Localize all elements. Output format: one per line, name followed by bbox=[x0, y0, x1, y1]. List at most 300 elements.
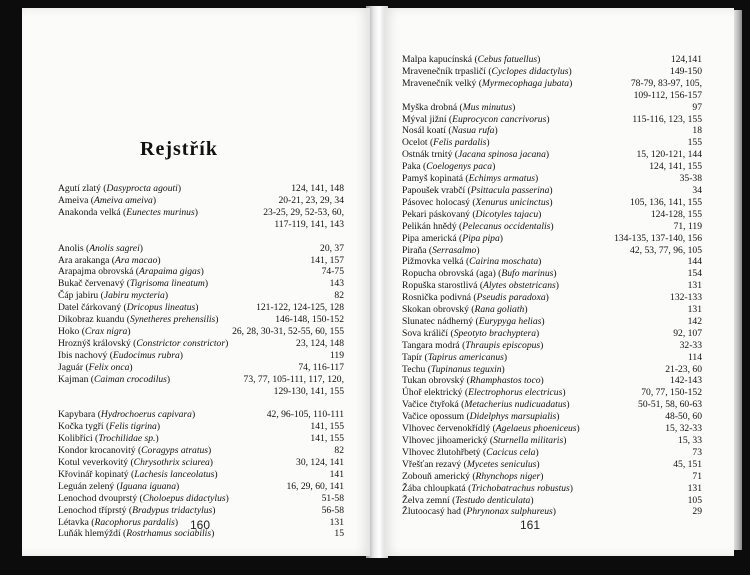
entry-common-name: Žába chloupkatá bbox=[402, 482, 466, 494]
index-entry bbox=[402, 435, 702, 447]
index-entry bbox=[402, 245, 702, 257]
index-entry bbox=[58, 338, 344, 350]
entry-common-name: Malpa kapucínská bbox=[402, 54, 473, 65]
entry-name: Úhoř elektrický (Electrophorus electricus) bbox=[402, 387, 566, 399]
entry-pages: 15, 120-121, 144 bbox=[636, 149, 702, 161]
entry-name: Tukan obrovský (Rhamphastos toco) bbox=[402, 375, 544, 387]
entry-pages: 20, 37 bbox=[320, 242, 344, 254]
entry-common-name: Pižmovka velká bbox=[402, 256, 464, 268]
entry-common-name: Ropuška starostlivá bbox=[402, 280, 478, 292]
entry-latin-name: Psittacula passerina bbox=[470, 184, 550, 196]
index-list-left bbox=[58, 183, 344, 540]
entry-pages: 15 bbox=[334, 528, 344, 540]
entry-pages: 155 bbox=[687, 137, 702, 149]
entry-name: Arapajma obrovská (Arapaima gigas) bbox=[58, 266, 204, 278]
entry-latin-name: Electrophorus electricus bbox=[468, 387, 563, 399]
entry-latin-name: Trochilidae sp. bbox=[98, 433, 156, 445]
entry-pages: 124, 141, 148 bbox=[291, 183, 344, 194]
entry-latin-name: Ara macao bbox=[115, 254, 158, 266]
entry-pages: 71 bbox=[692, 470, 702, 482]
entry-pages: 121-122, 124-125, 128 bbox=[256, 302, 344, 314]
entry-name: Kondor krocanovitý (Coragyps atratus) bbox=[58, 445, 212, 457]
entry-common-name: Ropucha obrovská (aga) bbox=[402, 268, 496, 280]
entry-common-name: Sova králičí bbox=[402, 327, 449, 339]
entry-common-name: Agutí zlatý bbox=[58, 183, 101, 194]
entry-pages: 82 bbox=[334, 445, 344, 457]
index-entry bbox=[402, 256, 702, 268]
entry-common-name: Hroznýš královský bbox=[58, 337, 131, 349]
entry-latin-name: Thraupis episcopus bbox=[465, 339, 541, 351]
entry-pages: 56-58 bbox=[321, 504, 344, 516]
entry-common-name: Želva zemní bbox=[402, 494, 450, 506]
entry-pages: 124-128, 155 bbox=[650, 208, 702, 220]
index-entry bbox=[58, 255, 344, 267]
index-entry bbox=[402, 423, 702, 435]
entry-common-name: Papoušek vrabčí bbox=[402, 184, 466, 196]
entry-pages: 82 bbox=[334, 290, 344, 302]
entry-common-name: Kondor krocanovitý bbox=[58, 445, 136, 457]
entry-pages: 29 bbox=[692, 506, 702, 518]
entry-latin-name: Rostrhamus sociabilis bbox=[126, 528, 212, 540]
entry-name: Paka (Coelogenys paca) bbox=[402, 161, 496, 173]
entry-latin-name: Caiman crocodilus bbox=[93, 373, 167, 385]
entry-latin-name: Tapirus americanus bbox=[427, 351, 504, 363]
page-right bbox=[384, 8, 734, 556]
entry-name: Křovinář kopinatý (Lachesis lanceolatus) bbox=[58, 468, 218, 480]
entry-latin-name: Trichobatrachus robustus bbox=[471, 482, 570, 494]
index-entry bbox=[58, 243, 344, 255]
entry-name: Kolibříci (Trochilidae sp.) bbox=[58, 433, 159, 445]
entry-latin-name: Eudocimus rubra bbox=[112, 349, 180, 361]
entry-common-name: Kajman bbox=[58, 373, 89, 385]
entry-pages: 73 bbox=[692, 446, 702, 458]
entry-name: Čáp jabiru (Jabiru mycteria) bbox=[58, 290, 169, 302]
entry-common-name: Skokan obrovský bbox=[402, 304, 469, 316]
entry-name: Pásovec holocasý (Xenurus unicinctus) bbox=[402, 196, 553, 208]
entry-common-name: Nosál koatí bbox=[402, 125, 446, 137]
index-entry bbox=[402, 114, 702, 126]
entry-common-name: Zobouň americký bbox=[402, 470, 470, 482]
entry-name: Ostnák trnitý (Jacana spinosa jacana) bbox=[402, 149, 550, 161]
index-entry bbox=[402, 233, 702, 245]
entry-pages: 23, 124, 148 bbox=[296, 337, 344, 349]
entry-name: Luňák hlemýždí (Rostrhamus sociabilis) bbox=[58, 528, 215, 540]
entry-pages: 30, 124, 141 bbox=[296, 457, 344, 469]
entry-name: Myška drobná (Mus minutus) bbox=[402, 101, 516, 113]
entry-latin-name: Arapaima gigas bbox=[139, 266, 201, 278]
entry-pages: 20-21, 23, 29, 34 bbox=[278, 194, 344, 206]
index-entry bbox=[58, 409, 344, 421]
entry-common-name: Leguán zelený bbox=[58, 480, 115, 492]
entry-pages: 144 bbox=[687, 256, 702, 268]
index-entry bbox=[402, 387, 702, 399]
entry-common-name: Pamyš kopinatá bbox=[402, 173, 464, 185]
entry-pages: 115-116, 123, 155 bbox=[632, 113, 702, 125]
entry-common-name: Paka bbox=[402, 161, 421, 173]
entry-pages: 105, 136, 141, 155 bbox=[630, 196, 702, 208]
entry-common-name: Vlhovec červenokřídlý bbox=[402, 423, 491, 435]
index-entry bbox=[402, 506, 702, 518]
entry-pages: 146-148, 150-152 bbox=[275, 314, 344, 326]
entry-common-name: Kolibříci bbox=[58, 433, 93, 445]
entry-latin-name: Nasua rufa bbox=[451, 125, 495, 137]
entry-pages: 97 bbox=[692, 101, 702, 113]
entry-latin-name: Ameiva ameiva bbox=[93, 194, 153, 206]
entry-common-name: Mravenečník trpasličí bbox=[402, 65, 486, 77]
entry-name: Piraňa (Serrasalmo) bbox=[402, 244, 480, 256]
entry-latin-name: Cacicus cela bbox=[486, 446, 536, 458]
entry-pages: 15, 32-33 bbox=[665, 423, 702, 435]
entry-pages: 124,141 bbox=[670, 54, 702, 65]
entry-name: Dikobraz kuandu (Synetheres prehensilis) bbox=[58, 314, 219, 326]
entry-pages: 48-50, 60 bbox=[665, 411, 702, 423]
index-entry bbox=[402, 125, 702, 137]
entry-latin-name: Felis tigrina bbox=[109, 421, 157, 433]
entry-pages: 71, 119 bbox=[673, 220, 702, 232]
entry-latin-name: Anolis sagrei bbox=[89, 242, 140, 254]
index-entry bbox=[58, 445, 344, 457]
entry-latin-name: Dricopus lineatus bbox=[126, 302, 196, 314]
index-entry bbox=[58, 350, 344, 362]
index-entry bbox=[402, 268, 702, 280]
entry-latin-name: Mycetes seniculus bbox=[466, 458, 537, 470]
index-entry bbox=[402, 149, 702, 161]
page-edge bbox=[734, 10, 742, 550]
index-entry bbox=[402, 137, 702, 149]
entry-name: Ocelot (Felis pardalis) bbox=[402, 137, 490, 149]
entry-common-name: Čáp jabiru bbox=[58, 290, 99, 302]
entry-common-name: Jaguár bbox=[58, 361, 84, 373]
index-entry bbox=[402, 304, 702, 316]
entry-pages: 51-58 bbox=[321, 492, 344, 504]
page-number-left: 160 bbox=[190, 518, 211, 532]
entry-common-name: Vřešťan rezavý bbox=[402, 458, 462, 470]
entry-latin-name: Choloepus didactylus bbox=[142, 492, 226, 504]
index-entry bbox=[402, 375, 702, 387]
entry-name: Vlhovec červenokřídlý (Agelaeus phoeniceus) bbox=[402, 423, 580, 435]
entry-latin-name: Jabiru mycteria bbox=[103, 290, 165, 302]
entry-pages: 32-33 bbox=[679, 339, 702, 351]
index-entry bbox=[402, 316, 702, 328]
index-entry bbox=[58, 362, 344, 374]
entry-pages: 141 bbox=[329, 468, 344, 480]
entry-name: Tangara modrá (Thraupis episcopus) bbox=[402, 339, 544, 351]
entry-latin-name: Felis pardalis bbox=[433, 137, 487, 149]
entry-common-name: Kočka tygří bbox=[58, 421, 104, 433]
entry-pages: 42, 53, 77, 96, 105 bbox=[630, 244, 702, 256]
index-entry bbox=[402, 328, 702, 340]
index-entry bbox=[58, 481, 344, 493]
entry-latin-name: Dicotyles tajacu bbox=[475, 208, 539, 220]
index-entry bbox=[58, 457, 344, 469]
entry-latin-name: Eunectes murinus bbox=[126, 206, 195, 218]
entry-name: Pamyš kopinatá (Echimys armatus) bbox=[402, 173, 539, 185]
entry-latin-name: Eurypyga helias bbox=[478, 315, 542, 327]
entry-latin-name: Euprocycon cancrivorus bbox=[452, 113, 547, 125]
index-entry bbox=[58, 493, 344, 505]
entry-name: Hoko (Crax nigra) bbox=[58, 325, 131, 337]
entry-common-name: Ostnák trnitý bbox=[402, 149, 453, 161]
entry-pages: 141, 155 bbox=[310, 433, 344, 445]
entry-pages: 141, 155 bbox=[310, 421, 344, 433]
entry-latin-name: Rhamphastos toco bbox=[469, 375, 541, 387]
entry-latin-name: Cairina moschata bbox=[469, 256, 539, 268]
index-entry bbox=[58, 278, 344, 290]
index-entry bbox=[402, 364, 702, 376]
entry-latin-name: Xenurus unicinctus bbox=[475, 196, 550, 208]
index-entry bbox=[58, 183, 344, 195]
index-entry bbox=[58, 195, 344, 207]
entry-latin-name: Racophorus pardalis bbox=[94, 516, 175, 528]
entry-name: Ropucha obrovská (aga) (Bufo marinus) bbox=[402, 268, 557, 280]
entry-name: Vačice opossum (Didelphys marsupialis) bbox=[402, 411, 560, 423]
entry-common-name: Lenochod dvouprstý bbox=[58, 492, 138, 504]
entry-pages: 132-133 bbox=[670, 292, 702, 304]
index-entry bbox=[402, 399, 702, 411]
entry-name: Vlhovec žlutohřbetý (Cacicus cela) bbox=[402, 446, 539, 458]
entry-common-name: Myška drobná bbox=[402, 101, 458, 113]
page-left bbox=[22, 8, 370, 556]
entry-name: Mýval jižní (Euprocycon cancrivorus) bbox=[402, 113, 550, 125]
entry-pages: 50-51, 58, 60-63 bbox=[638, 399, 702, 411]
index-entry bbox=[58, 326, 344, 338]
index-heading: Rejstřík bbox=[140, 138, 218, 160]
entry-pages: 131 bbox=[687, 304, 702, 316]
entry-pages: 35-38 bbox=[679, 173, 702, 185]
entry-common-name: Techu bbox=[402, 363, 426, 375]
entry-common-name: Žlutoocasý had bbox=[402, 506, 461, 518]
entry-name: Datel čárkovaný (Dricopus lineatus) bbox=[58, 302, 199, 314]
index-entry bbox=[402, 209, 702, 221]
index-entry bbox=[402, 292, 702, 304]
entry-latin-name: Tigrisoma lineatum bbox=[129, 278, 205, 290]
entry-pages: 119 bbox=[329, 349, 344, 361]
index-entry bbox=[402, 78, 702, 102]
entry-latin-name: Serrasalmo bbox=[432, 244, 477, 256]
entry-pages: 105 bbox=[687, 494, 702, 506]
entry-name: Ibis nachový (Eudocimus rubra) bbox=[58, 349, 183, 361]
entry-name: Bukač červenavý (Tigrisoma lineatum) bbox=[58, 278, 209, 290]
entry-pages: 15, 33 bbox=[678, 435, 702, 446]
index-entry bbox=[402, 411, 702, 423]
entry-name: Želva zemní (Testudo denticulata) bbox=[402, 494, 534, 506]
entry-latin-name: Bradypus tridactylus bbox=[132, 504, 213, 516]
entry-latin-name: Metacherius nudicuadatus bbox=[464, 399, 567, 411]
index-entry bbox=[58, 290, 344, 302]
entry-common-name: Pipa americká bbox=[402, 232, 457, 244]
entry-name: Slunatec nádherný (Eurypyga helias) bbox=[402, 315, 545, 327]
entry-latin-name: Bufo marinus bbox=[501, 268, 554, 280]
entry-pages: 70, 77, 150-152 bbox=[641, 387, 702, 399]
entry-name: Vlhovec jihoamerický (Sturnella militaris) bbox=[402, 435, 567, 446]
entry-latin-name: Lachesis lanceolatus bbox=[134, 468, 215, 480]
entry-latin-name: Tupinanus teguxin bbox=[430, 363, 502, 375]
entry-latin-name: Rana goliath bbox=[474, 304, 525, 316]
entry-common-name: Mýval jižní bbox=[402, 113, 447, 125]
entry-name: Vřešťan rezavý (Mycetes seniculus) bbox=[402, 458, 540, 470]
entry-name: Malpa kapucínská (Cebus fatuellus) bbox=[402, 54, 541, 65]
entry-pages: 142-143 bbox=[670, 375, 702, 387]
entry-common-name: Tangara modrá bbox=[402, 339, 460, 351]
index-entry bbox=[58, 421, 344, 433]
index-entry bbox=[402, 185, 702, 197]
entry-common-name: Luňák hlemýždí bbox=[58, 528, 121, 540]
entry-common-name: Ocelot bbox=[402, 137, 428, 149]
entry-latin-name: Agelaeus phoeniceus bbox=[495, 423, 577, 435]
entry-name: Ameiva (Ameiva ameiva) bbox=[58, 194, 157, 206]
entry-name: Papoušek vrabčí (Psittacula passerina) bbox=[402, 184, 553, 196]
entry-latin-name: Testudo denticulata bbox=[455, 494, 531, 506]
entry-name: Kočka tygří (Felis tigrina) bbox=[58, 421, 161, 433]
entry-pages: 124, 141, 155 bbox=[649, 161, 702, 173]
entry-common-name: Tapír bbox=[402, 351, 423, 363]
entry-name: Mravenečník trpasličí (Cyclopes didactylus) bbox=[402, 65, 572, 77]
entry-name: Skokan obrovský (Rana goliath) bbox=[402, 304, 528, 316]
entry-pages: 154 bbox=[687, 268, 702, 280]
entry-name: Žába chloupkatá (Trichobatrachus robustus) bbox=[402, 482, 573, 494]
index-entry bbox=[58, 207, 344, 231]
entry-latin-name: Felix onca bbox=[88, 361, 130, 373]
index-entry bbox=[402, 495, 702, 507]
entry-name: Lenochod tříprstý (Bradypus tridactylus) bbox=[58, 504, 216, 516]
entry-name: Ara arakanga (Ara macao) bbox=[58, 254, 161, 266]
entry-latin-name: Coragyps atratus bbox=[141, 445, 209, 457]
index-entry bbox=[58, 374, 344, 398]
entry-pages: 18 bbox=[692, 125, 702, 137]
entry-common-name: Létavka bbox=[58, 516, 89, 528]
entry-common-name: Vačice opossum bbox=[402, 411, 465, 423]
entry-latin-name: Coelogenys paca bbox=[426, 161, 493, 173]
entry-name: Nosál koatí (Nasua rufa) bbox=[402, 125, 498, 137]
entry-latin-name: Rhynchops niger bbox=[475, 470, 541, 482]
page-number-right: 161 bbox=[520, 518, 541, 532]
entry-latin-name: Chrysothrix sciurea bbox=[133, 457, 210, 469]
index-entry bbox=[58, 266, 344, 278]
entry-pages: 149-150 bbox=[670, 65, 702, 77]
entry-common-name: Kapybara bbox=[58, 409, 96, 421]
entry-latin-name: Cebus fatuellus bbox=[477, 54, 538, 65]
entry-common-name: Slunatec nádherný bbox=[402, 315, 474, 327]
index-entry bbox=[402, 161, 702, 173]
entry-latin-name: Pelecanus occidentalis bbox=[462, 220, 551, 232]
entry-pages: 131 bbox=[329, 516, 344, 528]
entry-name: Sova králičí (Speotyto brachyptera) bbox=[402, 327, 540, 339]
entry-common-name: Pelikán hnědý bbox=[402, 220, 457, 232]
entry-name: Jaguár (Felix onca) bbox=[58, 361, 133, 373]
entry-name: Anakonda velká (Eunectes murinus) bbox=[58, 206, 198, 218]
entry-common-name: Tukan obrovský bbox=[402, 375, 465, 387]
entry-name: Leguán zelený (Iguana iguana) bbox=[58, 480, 180, 492]
entry-name: Tapír (Tapirus americanus) bbox=[402, 351, 508, 363]
index-entry bbox=[402, 66, 702, 78]
index-entry bbox=[58, 469, 344, 481]
entry-name: Ropuška starostlivá (Alytes obstetricans) bbox=[402, 280, 559, 292]
entry-latin-name: Iguana iguana bbox=[119, 480, 177, 492]
entry-name: Létavka (Racophorus pardalis) bbox=[58, 516, 179, 528]
index-entry bbox=[402, 54, 702, 66]
entry-name: Mravenečník velký (Myrmecophaga jubata) bbox=[402, 77, 573, 89]
entry-pages: 74, 116-117 bbox=[298, 361, 344, 373]
entry-name: Žlutoocasý had (Phrynonax sulphureus) bbox=[402, 506, 556, 518]
entry-pages: 26, 28, 30-31, 52-55, 60, 155 bbox=[232, 325, 344, 337]
entry-pages: 114 bbox=[687, 351, 702, 363]
entry-latin-name: Pseudis paradoxa bbox=[476, 292, 546, 304]
entry-name: Pižmovka velká (Cairina moschata) bbox=[402, 256, 542, 268]
entry-latin-name: Alytes obstetricans bbox=[483, 280, 556, 292]
entry-common-name: Vlhovec jihoamerický bbox=[402, 435, 488, 446]
entry-name: Zobouň americký (Rhynchops niger) bbox=[402, 470, 544, 482]
entry-latin-name: Cyclopes didactylus bbox=[491, 65, 569, 77]
entry-common-name: Křovinář kopinatý bbox=[58, 468, 129, 480]
entry-pages: 143 bbox=[329, 278, 344, 290]
entry-common-name: Anakonda velká bbox=[58, 206, 121, 218]
index-entry bbox=[402, 280, 702, 292]
index-entry bbox=[58, 302, 344, 314]
entry-pages: 34 bbox=[692, 184, 702, 196]
index-entry bbox=[58, 433, 344, 445]
entry-latin-name: Didelphys marsupialis bbox=[469, 411, 557, 423]
entry-pages: 45, 151 bbox=[673, 458, 702, 470]
index-entry bbox=[402, 352, 702, 364]
entry-latin-name: Constrictor constrictor bbox=[136, 337, 226, 349]
entry-pages: 74-75 bbox=[321, 266, 344, 278]
entry-latin-name: Dasyprocta agouti bbox=[106, 183, 178, 194]
entry-name: Hroznýš královský (Constrictor constrictor) bbox=[58, 337, 229, 349]
entry-name: Lenochod dvouprstý (Choloepus didactylus) bbox=[58, 492, 229, 504]
index-entry bbox=[58, 314, 344, 326]
entry-name: Anolis (Anolis sagrei) bbox=[58, 242, 143, 254]
entry-latin-name: Jacana spinosa jacana bbox=[457, 149, 546, 161]
entry-name: Pelikán hnědý (Pelecanus occidentalis) bbox=[402, 220, 554, 232]
index-entry bbox=[402, 102, 702, 114]
entry-latin-name: Pipa pipa bbox=[462, 232, 500, 244]
entry-name: Vačice čtyřoká (Metacherius nudicuadatus) bbox=[402, 399, 570, 411]
entry-latin-name: Speotyto brachyptera bbox=[453, 327, 537, 339]
entry-pages: 16, 29, 60, 141 bbox=[286, 480, 344, 492]
entry-pages: 134-135, 137-140, 156 bbox=[614, 232, 702, 244]
index-entry bbox=[402, 173, 702, 185]
entry-name: Techu (Tupinanus teguxin) bbox=[402, 363, 505, 375]
entry-name: Rosnička podivná (Pseudis paradoxa) bbox=[402, 292, 549, 304]
entry-pages: 92, 107 bbox=[673, 327, 702, 339]
entry-pages: 21-23, 60 bbox=[665, 363, 702, 375]
entry-pages: 42, 96-105, 110-111 bbox=[266, 409, 344, 421]
entry-common-name: Vlhovec žlutohřbetý bbox=[402, 446, 481, 458]
entry-latin-name: Echimys armatus bbox=[468, 173, 535, 185]
index-entry bbox=[58, 505, 344, 517]
entry-common-name: Arapajma obrovská bbox=[58, 266, 134, 278]
entry-name: Kajman (Caiman crocodilus) bbox=[58, 373, 171, 385]
index-entry bbox=[402, 447, 702, 459]
entry-latin-name: Myrmecophaga jubata bbox=[481, 77, 570, 89]
entry-latin-name: Crax nigra bbox=[84, 325, 128, 337]
entry-name: Pekari páskovaný (Dicotyles tajacu) bbox=[402, 208, 542, 220]
entry-pages: 23-25, 29, 52-53, 60, 117-119, 141, 143 bbox=[263, 206, 344, 230]
entry-common-name: Ara arakanga bbox=[58, 254, 110, 266]
entry-common-name: Ibis nachový bbox=[58, 349, 108, 361]
entry-name: Pipa americká (Pipa pipa) bbox=[402, 232, 503, 244]
entry-common-name: Rosnička podivná bbox=[402, 292, 472, 304]
entry-common-name: Pekari páskovaný bbox=[402, 208, 470, 220]
entry-common-name: Mravenečník velký bbox=[402, 77, 477, 89]
entry-pages: 131 bbox=[687, 482, 702, 494]
entry-name: Kotul veverkovitý (Chrysothrix sciurea) bbox=[58, 457, 213, 469]
index-list-right bbox=[402, 54, 702, 518]
index-entry bbox=[402, 483, 702, 495]
entry-pages: 141, 157 bbox=[310, 254, 344, 266]
entry-name: Kapybara (Hydrochoerus capivara) bbox=[58, 409, 196, 421]
entry-pages: 131 bbox=[687, 280, 702, 292]
